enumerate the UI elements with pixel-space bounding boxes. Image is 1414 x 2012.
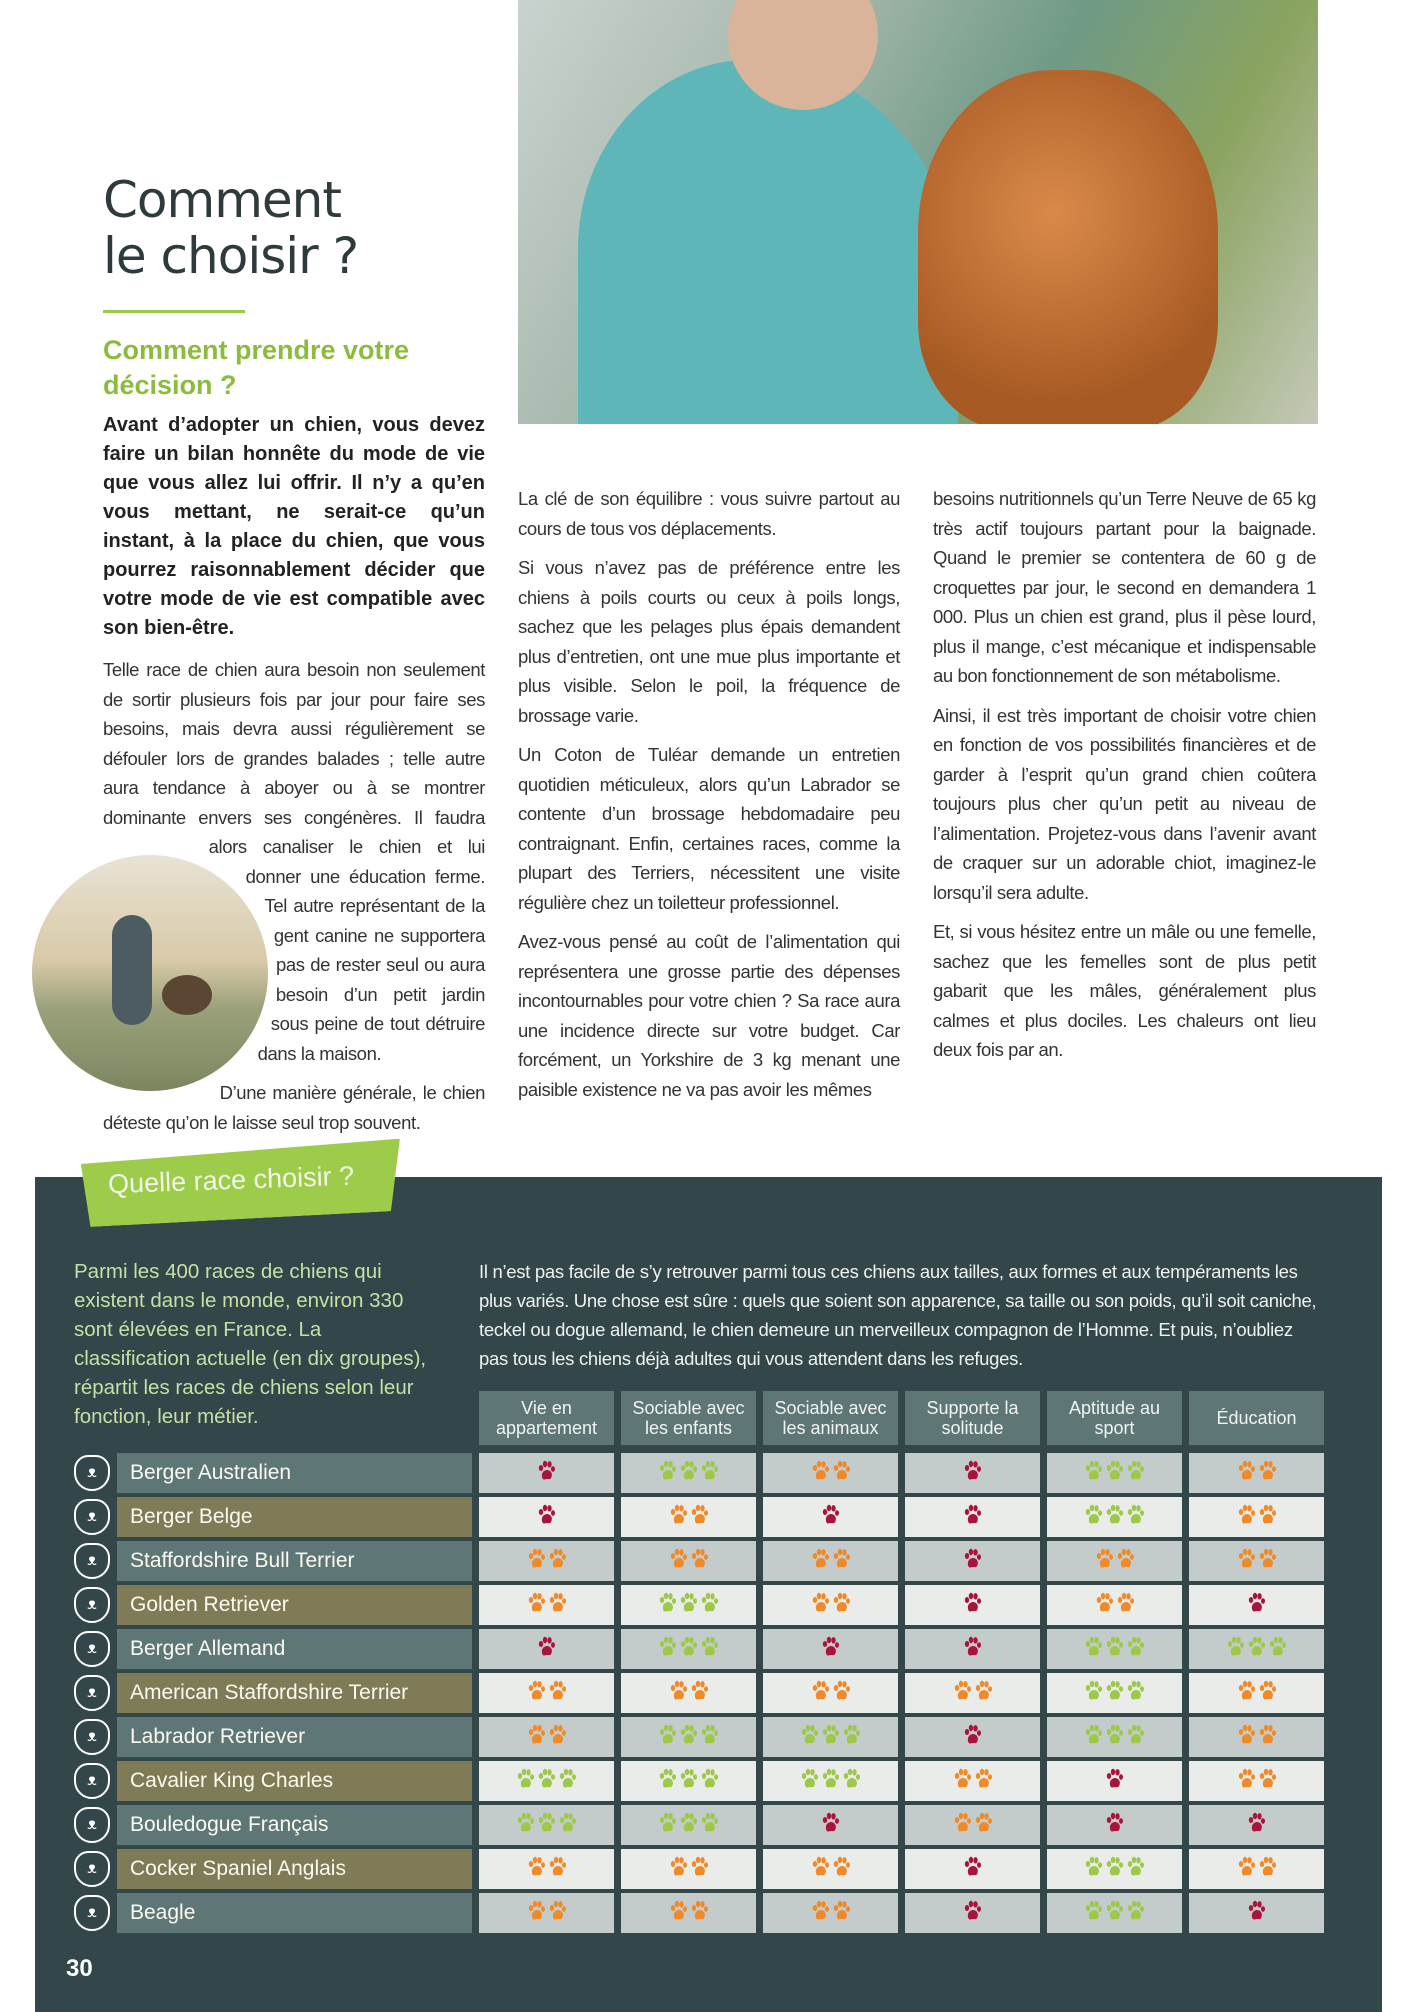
paw-icon [659,1724,676,1751]
section-subtitle: Comment prendre votre décision ? [103,335,410,400]
column-header: Sociable avec les enfants [621,1391,756,1445]
paw-icon [659,1812,676,1839]
rating-cell [1047,1717,1182,1757]
dog-face-icon: ᴥ [74,1499,110,1535]
rating-cell [905,1541,1040,1581]
paw-icon [975,1812,992,1839]
breed-name: Cocker Spaniel Anglais [117,1849,472,1889]
paw-icon [549,1900,566,1927]
rating-cell [1189,1717,1324,1757]
paw-icon [670,1900,687,1927]
runner-dog-photo [32,855,268,1091]
breed-name: Berger Allemand [117,1629,472,1669]
rating-cell [621,1761,756,1801]
rating-cell [479,1849,614,1889]
rating-cell [763,1629,898,1669]
rating-cell [479,1629,614,1669]
rating-cell [905,1761,1040,1801]
paw-icon [659,1768,676,1795]
rating-cell [621,1893,756,1933]
rating-cell [479,1805,614,1845]
paw-icon [1085,1680,1102,1707]
paw-icon [833,1680,850,1707]
paw-icon [528,1900,545,1927]
paw-icon [1259,1504,1276,1531]
dog-face-icon: ᴥ [74,1807,110,1843]
rating-cell [763,1717,898,1757]
left-column-wrap [103,0,485,1147]
paw-icon [1106,1812,1123,1839]
breed-name: Labrador Retriever [117,1717,472,1757]
rating-cell [763,1761,898,1801]
paw-icon [812,1856,829,1883]
rating-cell [1047,1585,1182,1625]
paw-icon [538,1636,555,1663]
paragraph: La clé de son équilibre : vous suivre partout au cours de tous vos déplacements. [518,488,900,539]
column-header: Sociable avec les animaux [763,1391,898,1445]
rating-cell [763,1541,898,1581]
column-header: Éducation [1189,1391,1324,1445]
breed-name: Beagle [117,1893,472,1933]
rating-cell [1047,1629,1182,1669]
rating-cell [621,1629,756,1669]
rating-cell [479,1541,614,1581]
paragraph: Telle race de chien aura besoin non seulement de sortir plusieurs fois par jour pour faire ses besoins, mais devra aussi régulièrement se défouler lors de grandes balades ; telle autre aura tendance à aboyer ou à se montrer dominante envers ses congénères. Il faudra alors canaliser le chien et lui donner une éducation ferme. Tel autre représentant de la gent canine ne supportera pas de rester seul ou aura besoin d’un petit jardin sous peine de tout détruire dans la maison. [103,659,485,1064]
breed-name: Golden Retriever [117,1585,472,1625]
rating-cell [621,1717,756,1757]
paw-icon [1227,1636,1244,1663]
panel-intro-secondary: Il n’est pas facile de s’y retrouver parmi tous ces chiens aux tailles, aux formes et aux tempéraments les plus variés. Une chose est sûre : quels que soient son apparence, sa taille ou son poids, qu’il soit caniche, teckel ou dogue allemand, le chien demeure un merveilleux compagnon de l’Homme. Et puis, n’oubliez pas tous les chiens déjà adultes qui vous attendent dans les refuges. [479,1261,1317,1369]
paw-icon [822,1504,839,1531]
paw-icon [659,1460,676,1487]
right-column [933,484,1316,1075]
paragraph: Avez-vous pensé au coût de l’alimentation qui représentera une grosse partie des dépenses incontournables pour votre chien ? Sa race aura une incidence directe sur votre budget. Car forcément, un Yorkshire de 3 kg menant une paisible existence ne va pas avoir les mêmes [518,931,900,1100]
paw-icon [1117,1592,1134,1619]
paw-icon [1106,1724,1123,1751]
rating-cell [905,1585,1040,1625]
dog-face-icon: ᴥ [74,1675,110,1711]
paw-icon [701,1592,718,1619]
paragraph: Un Coton de Tuléar demande un entretien quotidien méticuleux, alors qu’un Labrador se contente d’un brossage hebdomadaire peu contraignant. Enfin, certaines races, comme la plupart des Terriers, nécessitent une visite régulière chez un toiletteur professionnel. [518,744,900,913]
dog-face-icon: ᴥ [74,1543,110,1579]
section-tab-label: Quelle race choisir ? [107,1160,355,1200]
paw-icon [670,1680,687,1707]
rating-cell [1047,1453,1182,1493]
panel-intro: Parmi les 400 races de chiens qui existent dans le monde, environ 330 sont élevées en France. La classification actuelle (en dix groupes), répartit les races de chiens selon leur fonction, leur métier. [74,1260,427,1428]
rating-cell [1047,1541,1182,1581]
paw-icon [670,1548,687,1575]
paw-icon [1127,1900,1144,1927]
rating-cell [1047,1849,1182,1889]
paw-icon [812,1460,829,1487]
breed-name: American Staffordshire Terrier [117,1673,472,1713]
paragraph: D’une manière générale, le chien déteste qu’on le laisse seul trop souvent. [103,1082,485,1133]
left-column [103,655,485,1147]
paw-icon [1127,1724,1144,1751]
paw-icon [680,1724,697,1751]
paw-icon [1248,1812,1265,1839]
paw-icon [1106,1680,1123,1707]
paw-icon [843,1724,860,1751]
rating-cell [1047,1497,1182,1537]
paw-icon [964,1900,981,1927]
paw-icon [691,1680,708,1707]
rating-cell [905,1717,1040,1757]
paw-icon [822,1768,839,1795]
page-title [103,172,485,284]
paw-icon [954,1768,971,1795]
middle-column [518,484,900,1114]
lead-paragraph: Avant d’adopter un chien, vous devez faire un bilan honnête du mode de vie que vous allez lui offrir. Il n’y a qu’en vous mettant, ne serait-ce qu’un instant, à la place du chien, que vous pourrez raisonnablement décider que votre mode de vie est compatible avec son bien-être. [103,414,485,639]
paw-icon [1238,1680,1255,1707]
paw-icon [801,1724,818,1751]
rating-cell [1189,1849,1324,1889]
rating-cell [1189,1541,1324,1581]
paw-icon [680,1768,697,1795]
paw-icon [812,1900,829,1927]
paw-icon [833,1900,850,1927]
paw-icon [1106,1856,1123,1883]
paw-icon [1238,1504,1255,1531]
breed-name: Berger Belge [117,1497,472,1537]
paw-icon [528,1592,545,1619]
rating-cell [763,1585,898,1625]
paw-icon [517,1768,534,1795]
paw-icon [680,1592,697,1619]
paw-icon [680,1636,697,1663]
rating-cell [621,1541,756,1581]
paw-icon [975,1768,992,1795]
paw-icon [1106,1636,1123,1663]
column-header: Supporte la solitude [905,1391,1040,1445]
paw-icon [1259,1460,1276,1487]
paw-icon [538,1812,555,1839]
paw-icon [538,1460,555,1487]
rating-cell [621,1849,756,1889]
paw-icon [1085,1636,1102,1663]
paw-icon [538,1504,555,1531]
paw-icon [1085,1724,1102,1751]
rating-cell [1047,1673,1182,1713]
paw-icon [1096,1548,1113,1575]
paw-icon [549,1680,566,1707]
rating-cell [621,1453,756,1493]
paw-icon [1127,1856,1144,1883]
paw-icon [1238,1768,1255,1795]
paw-icon [517,1812,534,1839]
dog-face-icon: ᴥ [74,1631,110,1667]
paragraph: besoins nutritionnels qu’un Terre Neuve de 65 kg très actif toujours partant pour la baignade. Quand le premier se contentera de 60 g de croquettes par jour, le second en demandera 1 000. Plus un chien est grand, plus il pèse lourd, plus il mange, c’est mécanique et indispensable au bon fonctionnement de son métabolisme. [933,488,1316,686]
paw-icon [680,1812,697,1839]
paw-icon [833,1856,850,1883]
paw-icon [659,1636,676,1663]
paw-icon [954,1680,971,1707]
paw-icon [680,1460,697,1487]
rating-cell [479,1761,614,1801]
paw-icon [528,1548,545,1575]
paw-icon [964,1636,981,1663]
paw-icon [691,1856,708,1883]
title-line: le choisir ? [103,227,359,285]
rating-cell [1189,1673,1324,1713]
paw-icon [975,1680,992,1707]
paragraph: Et, si vous hésitez entre un mâle ou une femelle, sachez que les femelles sont de plus petit gabarit que les mâles, généralement plus calmes et plus dociles. Les chaleurs ont lieu deux fois par an. [933,921,1316,1060]
rating-cell [1189,1585,1324,1625]
rating-cell [479,1893,614,1933]
paw-icon [822,1636,839,1663]
rating-cell [763,1453,898,1493]
rating-cell [763,1497,898,1537]
rating-cell [905,1849,1040,1889]
paw-icon [1259,1548,1276,1575]
paw-icon [549,1856,566,1883]
paw-icon [1259,1768,1276,1795]
paw-icon [1127,1504,1144,1531]
paw-icon [701,1724,718,1751]
paw-icon [701,1636,718,1663]
dog-face-icon: ᴥ [74,1455,110,1491]
paragraph: Si vous n’avez pas de préférence entre les chiens à poils courts ou ceux à poils longs, sachez que les pelages plus épais demandent plus d’entretien, ont une mue plus importante et plus visible. Selon le poil, la fréquence de brossage varie. [518,557,900,726]
paw-icon [954,1812,971,1839]
paw-icon [691,1900,708,1927]
rating-cell [905,1893,1040,1933]
rating-cell [1189,1761,1324,1801]
paw-icon [812,1680,829,1707]
paw-icon [701,1812,718,1839]
paw-icon [964,1592,981,1619]
rating-cell [1189,1453,1324,1493]
paw-icon [670,1856,687,1883]
breed-name: Bouledogue Français [117,1805,472,1845]
paw-icon [528,1724,545,1751]
breed-panel [35,1160,1382,2012]
paw-icon [1248,1900,1265,1927]
dog-face-icon: ᴥ [74,1719,110,1755]
paw-icon [1238,1856,1255,1883]
rating-cell [479,1717,614,1757]
rating-cell [763,1673,898,1713]
paw-icon [1127,1636,1144,1663]
paw-icon [812,1592,829,1619]
rating-cell [1189,1629,1324,1669]
rating-cell [905,1453,1040,1493]
column-header: Aptitude au sport [1047,1391,1182,1445]
paw-icon [549,1548,566,1575]
paw-icon [964,1460,981,1487]
paw-icon [1259,1856,1276,1883]
paw-icon [549,1724,566,1751]
paw-icon [833,1460,850,1487]
rating-cell [621,1585,756,1625]
paw-icon [1248,1592,1265,1619]
rating-cell [479,1497,614,1537]
dog-face-icon: ᴥ [74,1763,110,1799]
paw-icon [1259,1680,1276,1707]
paw-icon [1106,1460,1123,1487]
dog-face-icon: ᴥ [74,1587,110,1623]
paw-icon [1096,1592,1113,1619]
rating-cell [621,1497,756,1537]
dog-face-icon: ᴥ [74,1851,110,1887]
paw-icon [1248,1636,1265,1663]
rating-cell [905,1805,1040,1845]
paw-icon [538,1768,555,1795]
rating-cell [763,1805,898,1845]
rating-cell [1189,1805,1324,1845]
paw-icon [1269,1636,1286,1663]
paw-icon [659,1592,676,1619]
paw-icon [701,1460,718,1487]
paw-icon [833,1548,850,1575]
paragraph: Ainsi, il est très important de choisir votre chien en fonction de vos possibilités financières et de garder à l’esprit qu’un grand chien coûtera toujours plus cher qu’un petit au niveau de l’alimentation. Projetez-vous dans l’avenir avant de craquer sur un adorable chiot, imaginez-le lorsqu’il sera adulte. [933,704,1316,903]
dog-face-icon: ᴥ [74,1895,110,1931]
paw-icon [822,1812,839,1839]
paw-icon [1085,1856,1102,1883]
breed-name: Staffordshire Bull Terrier [117,1541,472,1581]
paw-icon [1238,1548,1255,1575]
rating-cell [479,1453,614,1493]
paw-icon [670,1504,687,1531]
rating-cell [905,1497,1040,1537]
paw-icon [964,1856,981,1883]
breed-name: Cavalier King Charles [117,1761,472,1801]
paw-icon [1085,1504,1102,1531]
paw-icon [559,1768,576,1795]
paw-icon [964,1724,981,1751]
paw-icon [1117,1548,1134,1575]
paw-icon [691,1504,708,1531]
rating-cell [1189,1893,1324,1933]
column-header: Vie en appartement [479,1391,614,1445]
paw-icon [964,1548,981,1575]
paw-icon [691,1548,708,1575]
paw-icon [1127,1460,1144,1487]
paw-icon [1127,1680,1144,1707]
paw-icon [822,1724,839,1751]
breed-name: Berger Australien [117,1453,472,1493]
paw-icon [1106,1900,1123,1927]
paw-icon [1106,1504,1123,1531]
paw-icon [559,1812,576,1839]
rating-cell [905,1629,1040,1669]
rating-cell [1189,1497,1324,1537]
paw-icon [701,1768,718,1795]
paw-icon [1085,1460,1102,1487]
paw-icon [528,1856,545,1883]
rating-cell [479,1585,614,1625]
paw-icon [1259,1724,1276,1751]
paw-icon [1106,1768,1123,1795]
paw-icon [549,1592,566,1619]
paw-icon [1085,1900,1102,1927]
rating-cell [1047,1805,1182,1845]
rating-cell [1047,1893,1182,1933]
page-number: 30 [66,1955,93,1982]
rating-cell [905,1673,1040,1713]
rating-cell [621,1805,756,1845]
title-divider [103,310,245,313]
title-line: Comment [103,171,341,229]
paw-icon [843,1768,860,1795]
paw-icon [833,1592,850,1619]
paw-icon [1238,1724,1255,1751]
rating-cell [763,1893,898,1933]
rating-cell [479,1673,614,1713]
paw-icon [801,1768,818,1795]
rating-cell [1047,1761,1182,1801]
paw-icon [812,1548,829,1575]
paw-icon [528,1680,545,1707]
rating-cell [763,1849,898,1889]
paw-icon [964,1504,981,1531]
paw-icon [1238,1460,1255,1487]
breed-table [74,1257,1382,1933]
rating-cell [621,1673,756,1713]
